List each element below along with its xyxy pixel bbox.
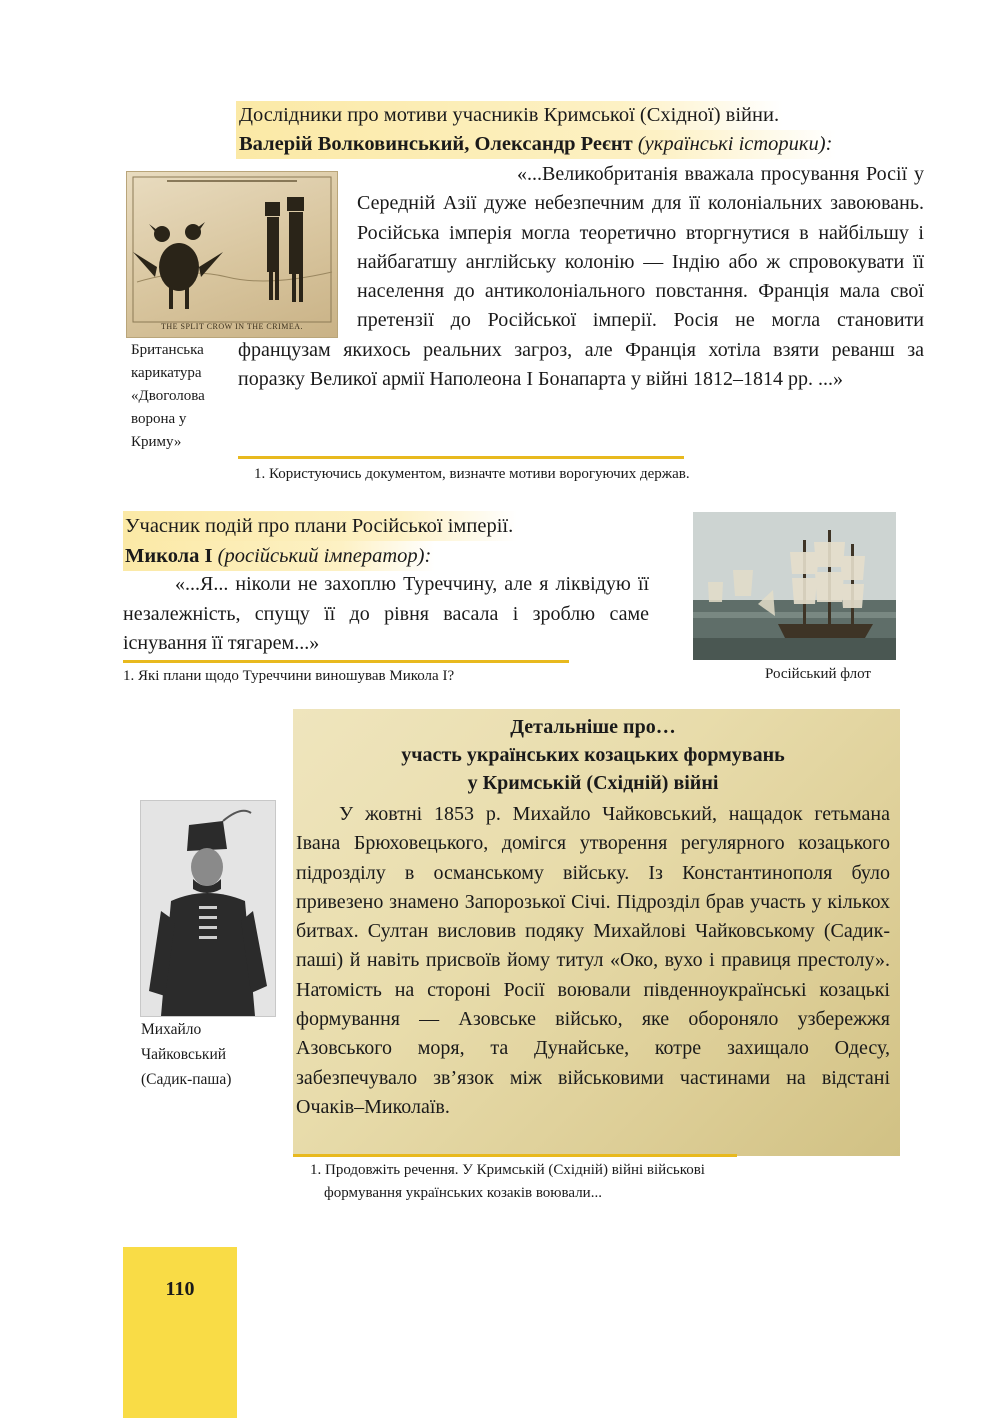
- section1-author-role: (українські історики):: [637, 133, 833, 155]
- section3-task: [310, 1159, 870, 1205]
- cartoon-caption: Британська карикатура «Двоголова ворона у Криму»: [131, 342, 205, 450]
- section2-divider: [123, 660, 569, 663]
- portrait-caption: [141, 1017, 271, 1092]
- details-title-line3: у Кримській (Східній) війні: [467, 772, 719, 794]
- section3-task-line1: 1. Продовжіть речення. У Кримській (Східній) війні військові: [310, 1162, 705, 1178]
- section1-heading: Дослідники про мотиви учасників Кримської (Східної) війни.: [236, 101, 783, 130]
- page-number-tab: [123, 1247, 237, 1418]
- russian-fleet-image: [693, 512, 896, 660]
- section2-quote-block: [123, 570, 649, 659]
- section2-author-name: Микола І: [125, 545, 213, 567]
- portrait-engraving: [141, 801, 275, 1016]
- section2-author-role: (російський імператор):: [217, 545, 432, 567]
- section2-quote: «...Я... ніколи не захоплю Туреччину, але я ліквідую її незалежність, спущу її до рівня васала і зроблю саме існування її тягарем...»: [123, 573, 649, 654]
- section2-heading: Учасник подій про плани Російської імперії.: [123, 511, 517, 541]
- section3-divider: [293, 1154, 737, 1157]
- section3-task-line2: формування українських козаків воювали...: [324, 1185, 602, 1201]
- section2-heading-block: [123, 511, 668, 571]
- section1-author-name: Валерій Волковинський, Олександр Реєнт: [239, 133, 633, 155]
- section1-task: 1. Користуючись документом, визначте мотиви ворогуючих держав.: [254, 466, 690, 482]
- section1-heading-block: [236, 101, 926, 159]
- chaikovsky-portrait-image: [140, 800, 276, 1017]
- section1-author: [236, 130, 836, 159]
- details-text: У жовтні 1853 р. Михайло Чайковський, нащадок гетьмана Івана Брюховецького, домігся утворення регулярного козацького підрозділу в османському війську. Із Константинополя було привезено знамено Запорозької Січі. Підрозділ брав участь у кількох битвах. Султан висловив подяку Михайлові Чайковському (Садик-паші) й навіть присвоїв йому титул «Око, вухо і правиця престолу». Натомість на стороні Росії воювали південноукраїнські козацькі формування — Азовське військо, яке обороняло узбережжя Азовського моря, та Дунайське, котре захищало Одесу, забезпечувало зв’язок між військовими частинами на відстані Очаків–Миколаїв.: [296, 803, 890, 1118]
- cartoon-title: THE SPLIT CROW IN THE CRIMEA.: [160, 322, 304, 331]
- section1-divider: [238, 456, 684, 459]
- section1-quote: «...Великобританія вважала просування Росії у Середній Азії дуже небезпечним для її колоніальних завоювань. Російська імперія могла теоретично вторгнутися в найбільшу і найбагатшу англійську колонію — Індію або ж спровокувати її населення до антиколоніального повстання. Франція мала свої претензії до Російської імперії. Росія не могла становити французам якихось реальних загроз, але Франція хотіла взяти реванш за поразку Великої армії Наполеона І Бонапарта у війні 1812–1814 рр. ...»: [238, 163, 924, 391]
- portrait-caption-line3: (Садик-паша): [141, 1071, 232, 1088]
- section2-task: 1. Які плани щодо Туреччини виношував Микола І?: [123, 668, 455, 684]
- fleet-caption: Російський флот: [765, 666, 871, 682]
- details-title-line2: участь українських козацьких формувань: [401, 744, 785, 766]
- details-text-block: [296, 800, 890, 1122]
- page-number: 110: [165, 1278, 195, 1300]
- portrait-caption-line2: Чайковський: [141, 1046, 227, 1063]
- section2-author: [123, 541, 435, 571]
- section1-quote-block: [238, 160, 924, 394]
- fleet-painting: [693, 512, 896, 660]
- details-title-line1: Детальніше про…: [510, 716, 676, 738]
- details-title: [293, 713, 893, 797]
- portrait-caption-line1: Михайло: [141, 1021, 202, 1038]
